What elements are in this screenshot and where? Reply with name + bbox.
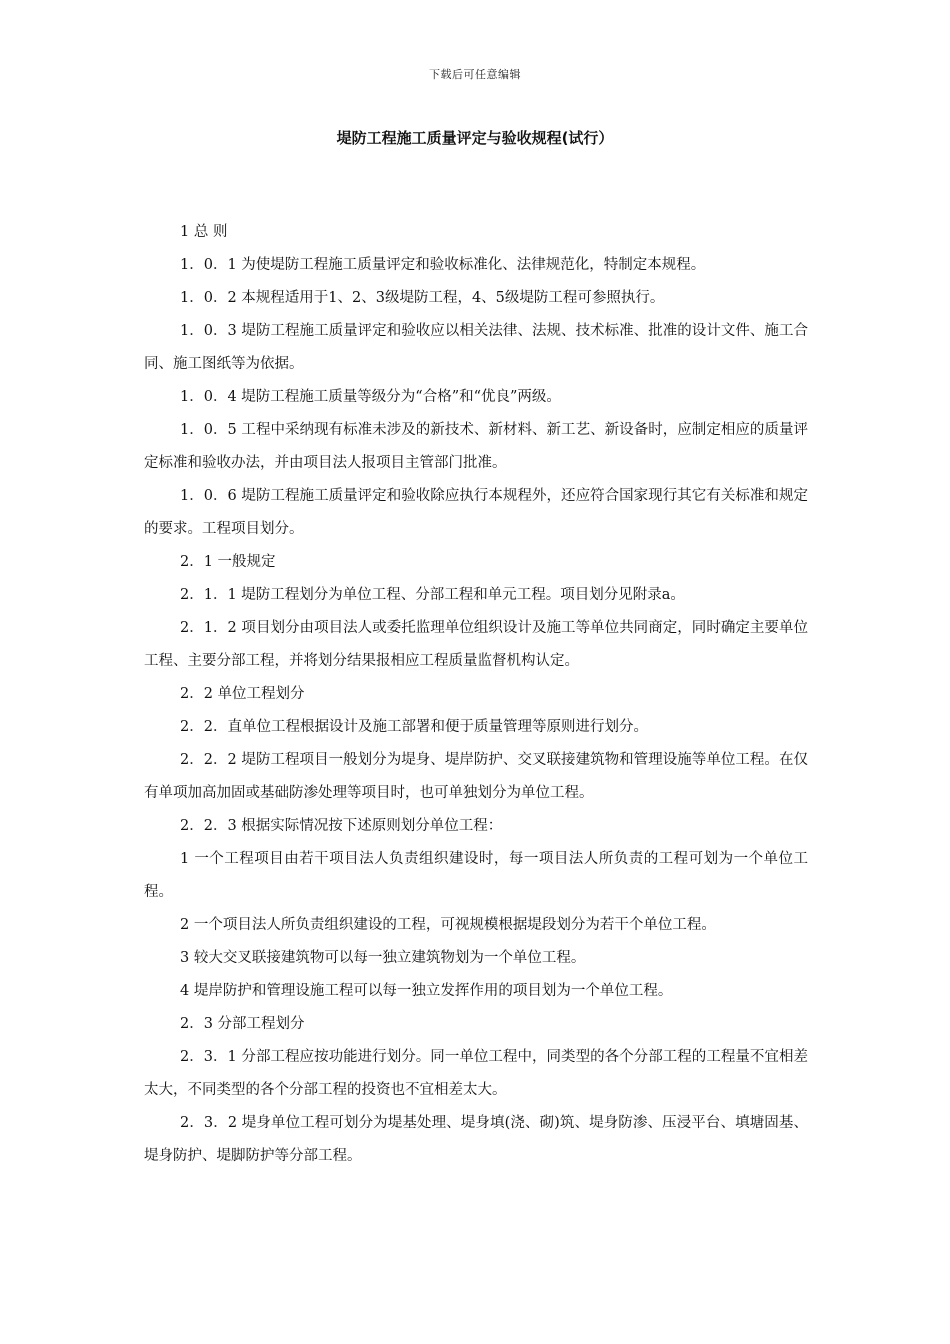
list-item-1: 1 一个工程项目由若干项目法人负责组织建设时，每一项目法人所负责的工程可划为一个单位工程。 xyxy=(144,851,808,900)
document-body xyxy=(144,216,808,1173)
section-heading-2-3: 2．3 分部工程划分 xyxy=(180,1016,305,1032)
section-heading-general: 1 总 则 xyxy=(180,224,228,240)
header-note: 下载后可任意编辑 xyxy=(429,68,521,81)
clause-1-0-3: 1．0．3 堤防工程施工质量评定和验收应以相关法律、法规、技术标准、批准的设计文件、施工合同、施工图纸等为依据。 xyxy=(144,323,808,372)
clause-2-2-2: 2．2．2 堤防工程项目一般划分为堤身、堤岸防护、交叉联接建筑物和管理设施等单位工程。在仅有单项加高加固或基础防渗处理等项目时，也可单独划分为单位工程。 xyxy=(144,752,808,801)
clause-1-0-4: 1．0．4 堤防工程施工质量等级分为“合格”和“优良”两级。 xyxy=(180,389,561,405)
clause-2-2-1: 2．2．直单位工程根据设计及施工部署和便于质量管理等原则进行划分。 xyxy=(180,719,648,735)
clause-2-1-1: 2．1．1 堤防工程划分为单位工程、分部工程和单元工程。项目划分见附录a。 xyxy=(180,587,685,603)
clause-2-3-1: 2．3．1 分部工程应按功能进行划分。同一单位工程中，同类型的各个分部工程的工程量不宜相差太大，不同类型的各个分部工程的投资也不宜相差太大。 xyxy=(144,1049,808,1098)
list-item-4: 4 堤岸防护和管理设施工程可以每一独立发挥作用的项目划为一个单位工程。 xyxy=(180,983,673,999)
clause-2-1-2: 2．1．2 项目划分由项目法人或委托监理单位组织设计及施工等单位共同商定，同时确定主要单位工程、主要分部工程，并将划分结果报相应工程质量监督机构认定。 xyxy=(144,620,808,669)
document-title: 堤防工程施工质量评定与验收规程(试行） xyxy=(336,129,614,147)
section-heading-2-1: 2．1 一般规定 xyxy=(180,554,276,570)
clause-1-0-6: 1．0．6 堤防工程施工质量评定和验收除应执行本规程外，还应符合国家现行其它有关标准和规定的要求。工程项目划分。 xyxy=(144,488,808,537)
list-item-2: 2 一个项目法人所负责组织建设的工程，可视规模根据堤段划分为若干个单位工程。 xyxy=(180,917,716,933)
clause-1-0-1: 1．0．1 为使堤防工程施工质量评定和验收标准化、法律规范化，特制定本规程。 xyxy=(180,257,706,273)
clause-1-0-5: 1．0．5 工程中采纳现有标准未涉及的新技术、新材料、新工艺、新设备时，应制定相应的质量评定标准和验收办法，并由项目法人报项目主管部门批准。 xyxy=(144,422,808,471)
list-item-3: 3 较大交叉联接建筑物可以每一独立建筑物划为一个单位工程。 xyxy=(180,950,586,966)
section-heading-2-2: 2．2 单位工程划分 xyxy=(180,686,305,702)
clause-2-2-3: 2．2．3 根据实际情况按下述原则划分单位工程： xyxy=(180,818,503,834)
clause-2-3-2: 2．3．2 堤身单位工程可划分为堤基处理、堤身填(浇、砌)筑、堤身防渗、压浸平台、填塘固基、堤身防护、堤脚防护等分部工程。 xyxy=(144,1115,808,1164)
clause-1-0-2: 1．0．2 本规程适用于1、2、3级堤防工程，4、5级堤防工程可参照执行。 xyxy=(180,290,665,306)
